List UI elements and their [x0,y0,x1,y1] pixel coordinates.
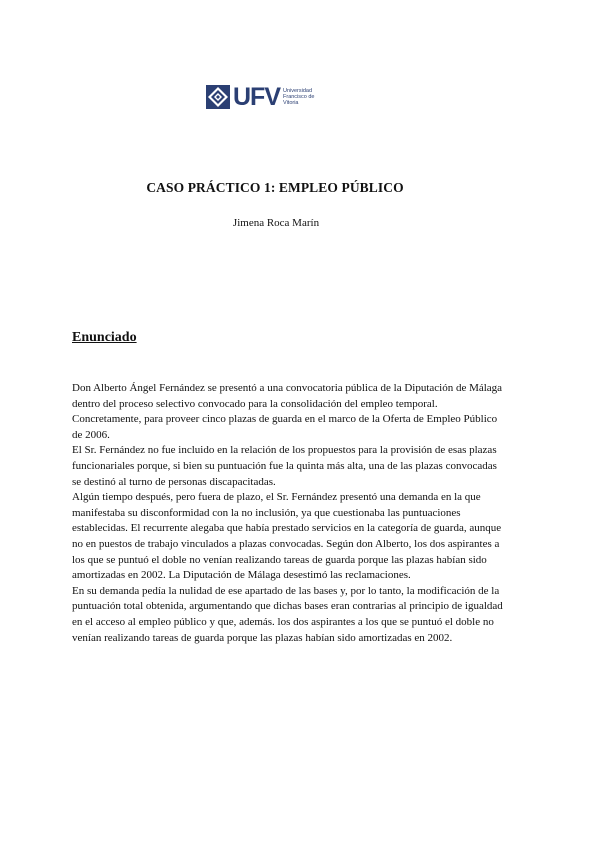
author-row [0,217,600,229]
body-text [72,381,508,646]
logo-subtitle-line: Vitoria [283,100,299,106]
ufv-emblem-icon [206,85,230,109]
paragraph: Algún tiempo después, pero fuera de plazo, el Sr. Fernández presentó una demanda en la que manifestaba su disconformidad con la no inclusión, ya que cuestionaba las puntuaciones establecidas. El recurrente alegaba que había prestado servicios en la categoría de guarda, aunque no en puestos de trabajo vinculados a plazas convocadas. Según don Alberto, los dos aspirantes a los que se puntuó el doble no venían realizando tareas de guarda porque las plazas habían sido amortizadas en 2002. La Diputación de Málaga desestimó las reclamaciones. [72,491,502,582]
logo-subtitle-line: Francisco de [283,94,315,100]
paragraph: En su demanda pedía la nulidad de ese apartado de las bases y, por lo tanto, la modificación de la puntuación total obtenida, argumentando que dichas bases eran contrarias al principio de igualdad en el acceso al empleo público y que, además. los dos aspirantes a los que se puntuó el doble no venían realizando tareas de guarda porque las plazas habían sido amortizadas en 2002. [72,584,503,644]
document-title-row [0,180,600,196]
document-title: CASO PRÁCTICO 1: EMPLEO PÚBLICO [146,180,404,195]
logo-subtitle [283,88,315,106]
paragraph: El Sr. Fernández no fue incluido en la relación de los propuestos para la provisión de esas plazas funcionariales porque, si bien su puntuación fue la quinta más alta, una de las plazas convocadas se destinó al turno de personas discapacitadas. [72,444,497,488]
logo-subtitle-line: Universidad [283,88,313,94]
author-name: Jimena Roca Marín [232,217,320,229]
logo-wordmark: UFV [233,83,280,111]
paragraph: Don Alberto Ángel Fernández se presentó a una convocatoria pública de la Diputación de Málaga dentro del proceso selectivo convocado para la consolidación del empleo temporal. Concretamente, para proveer cinco plazas de guarda en el marco de la Oferta de Empleo Público de 2006. [72,382,503,441]
ufv-logo [206,84,315,110]
section-heading: Enunciado [72,330,137,345]
